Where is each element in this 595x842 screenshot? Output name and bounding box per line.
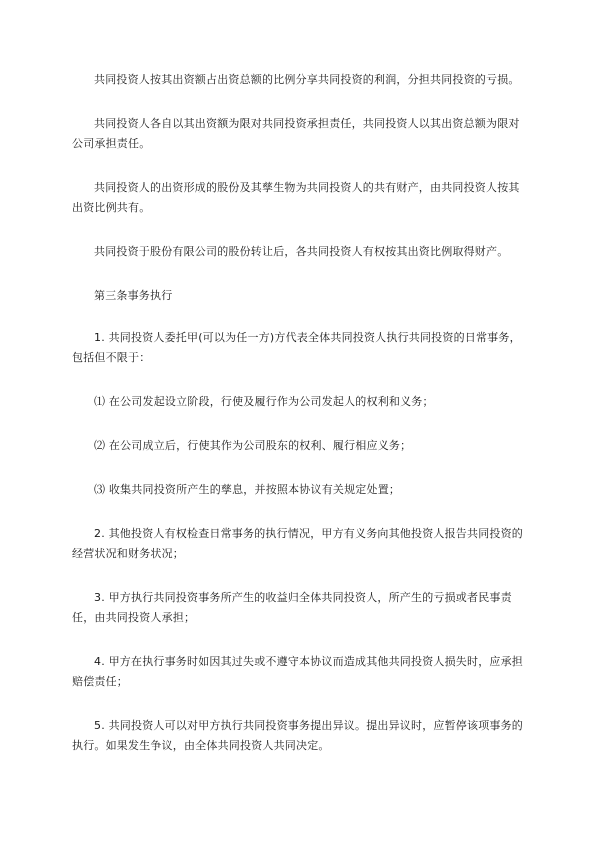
paragraph-item-4: 4. 甲方在执行事务时如因其过失或不遵守本协议而造成其他共同投资人损失时，应承担赔偿责任；	[72, 655, 523, 688]
paragraph-profit-sharing: 共同投资人按其出资额占出资总额的比例分享共同投资的利润，分担共同投资的亏损。	[94, 73, 520, 86]
paragraph-subitem-2: ⑵ 在公司成立后，行使其作为公司股东的权利、履行相应义务；	[94, 439, 412, 452]
paragraph-joint-property: 共同投资人的出资形成的股份及其孳生物为共同投资人的共有财产，由共同投资人按其出资比例共有。	[72, 181, 520, 214]
paragraph-share-transfer: 共同投资于股份有限公司的股份转让后，各共同投资人有权按其出资比例取得财产。	[94, 245, 509, 258]
paragraph-item-3: 3. 甲方执行共同投资事务所产生的收益归全体共同投资人，所产生的亏损或者民事责任，由共同投资人承担；	[72, 591, 512, 624]
paragraph-subitem-3: ⑶ 收集共同投资所产生的孳息，并按照本协议有关规定处置；	[94, 483, 401, 496]
section-heading-article-3: 第三条事务执行	[94, 289, 173, 302]
paragraph-subitem-1: ⑴ 在公司发起设立阶段，行使及履行作为公司发起人的权利和义务；	[94, 395, 434, 408]
paragraph-item-1: 1. 共同投资人委托甲(可以为任一方)方代表全体共同投资人执行共同投资的日常事务，包括但不限于：	[72, 331, 521, 364]
paragraph-liability: 共同投资人各自以其出资额为限对共同投资承担责任，共同投资人以其出资总额为限对公司承担责任。	[72, 117, 520, 150]
paragraph-item-2: 2. 其他投资人有权检查日常事务的执行情况，甲方有义务向其他投资人报告共同投资的经营状况和财务状况；	[72, 527, 523, 560]
paragraph-item-5: 5. 共同投资人可以对甲方执行共同投资事务提出异议。提出异议时，应暂停该项事务的执行。如果发生争议，由全体共同投资人共同决定。	[72, 719, 523, 752]
